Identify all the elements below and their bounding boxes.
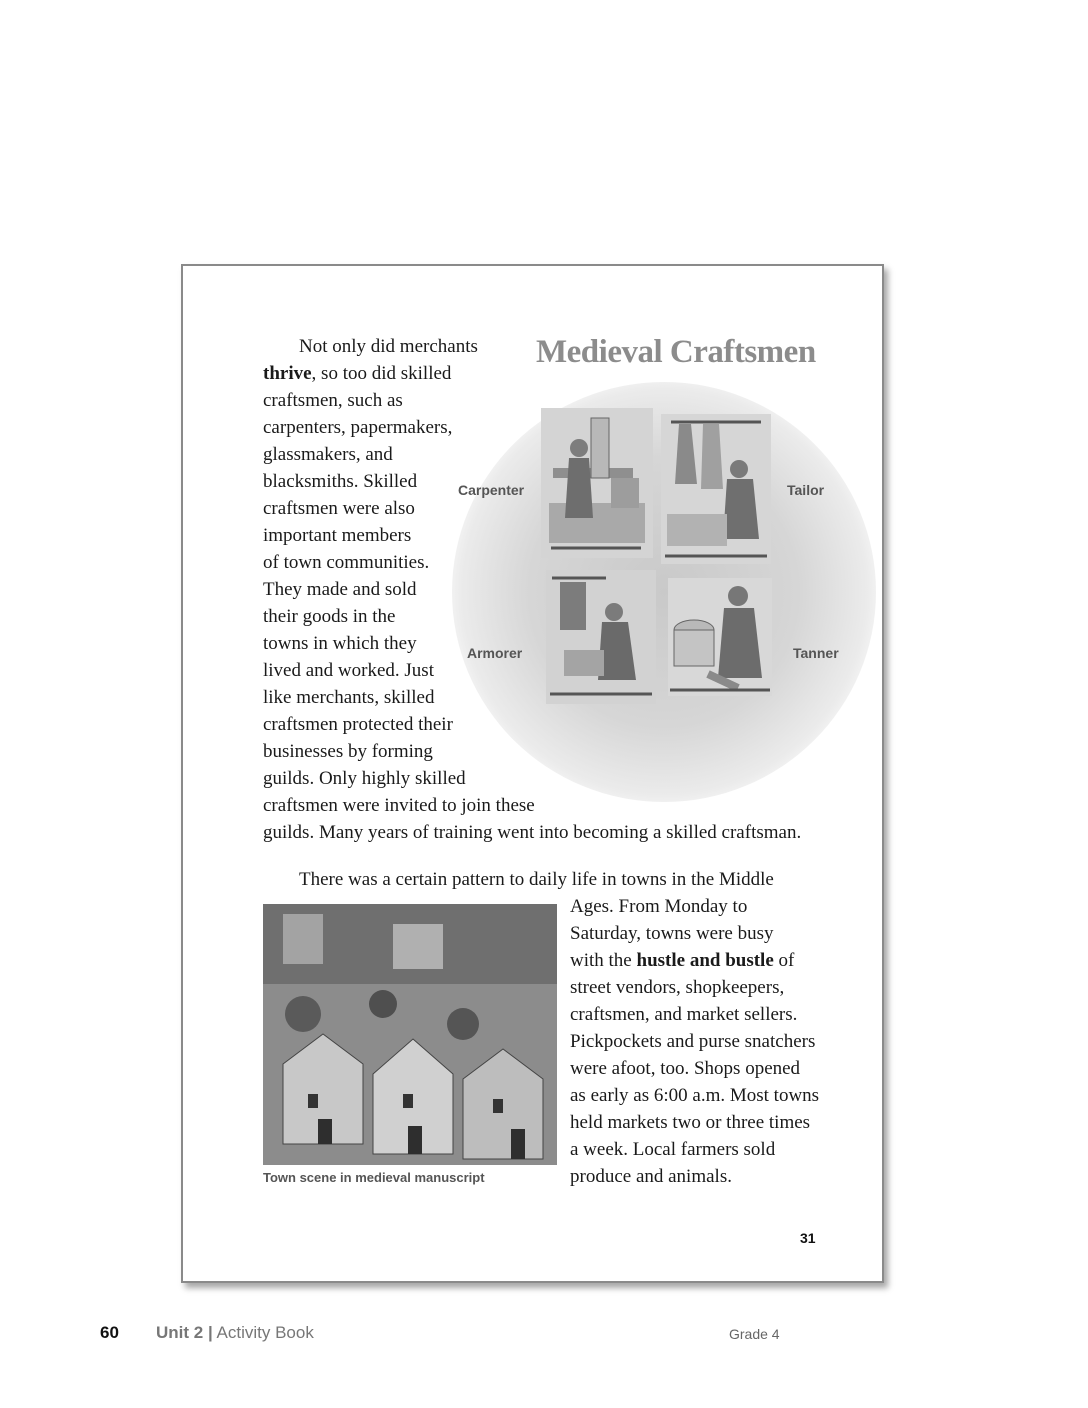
text-line: thrive, so too did skilled [263,363,452,384]
footer-grade: Grade 4 [729,1326,780,1342]
text-line: Pickpockets and purse snatchers [570,1031,816,1052]
paragraph-merchants-craftsmen [263,333,801,846]
label-tailor: Tailor [787,482,825,498]
text-line: their goods in the [263,606,396,627]
paragraph-daily-life-intro [263,866,774,893]
footer-unit-title [156,1323,314,1343]
text-line: carpenters, papermakers, [263,417,453,438]
text-line: with the hustle and bustle of [570,950,795,971]
text-line: businesses by forming [263,741,433,762]
town-image-caption: Town scene in medieval manuscript [263,1170,485,1185]
text-line: produce and animals. [570,1166,732,1187]
label-armorer: Armorer [467,645,523,661]
footer-unit: Unit 2 [156,1323,204,1342]
footer-page-number: 60 [100,1323,119,1342]
vocab-thrive: thrive [263,363,312,384]
reader-page-number: 31 [800,1230,816,1246]
text-line: like merchants, skilled [263,687,435,708]
text-line: guilds. Many years of training went into becoming a skilled craftsman. [263,822,802,843]
text-line: important members [263,525,412,546]
text-line: towns in which they [263,633,417,654]
label-carpenter: Carpenter [458,482,525,498]
text-line: craftsmen were invited to join these [263,795,535,816]
text-line: They made and sold [263,579,417,600]
paragraph-daily-life-body [570,893,819,1190]
text-line: held markets two or three times [570,1112,811,1133]
text-line: of town communities. [263,552,430,573]
text-line: blacksmiths. Skilled [263,471,418,492]
feature-title: Medieval Craftsmen [536,334,816,370]
text-line: craftsmen, and market sellers. [570,1004,798,1025]
text-line: as early as 6:00 a.m. Most towns [570,1085,820,1106]
text-line: lived and worked. Just [263,660,434,681]
footer-separator: | [207,1323,213,1342]
text-line: were afoot, too. Shops opened [570,1058,801,1079]
vocab-hustle-and-bustle: hustle and bustle [636,950,774,971]
text-line: guilds. Only highly skilled [263,768,466,789]
text-line: Not only did merchants [299,336,478,357]
text-line: glassmakers, and [263,444,393,465]
text-line: craftsmen protected their [263,714,453,735]
town-scene-image [263,904,557,1165]
text-line: craftsmen were also [263,498,415,519]
footer-book: Activity Book [216,1323,314,1342]
text-line: craftsmen, such as [263,390,403,411]
text-line: street vendors, shopkeepers, [570,977,785,998]
text-line: Ages. From Monday to [570,896,748,917]
text-line: Saturday, towns were busy [570,923,774,944]
text-line: There was a certain pattern to daily life in towns in the Middle [299,869,774,890]
label-tanner: Tanner [793,645,839,661]
text-line: a week. Local farmers sold [570,1139,776,1160]
